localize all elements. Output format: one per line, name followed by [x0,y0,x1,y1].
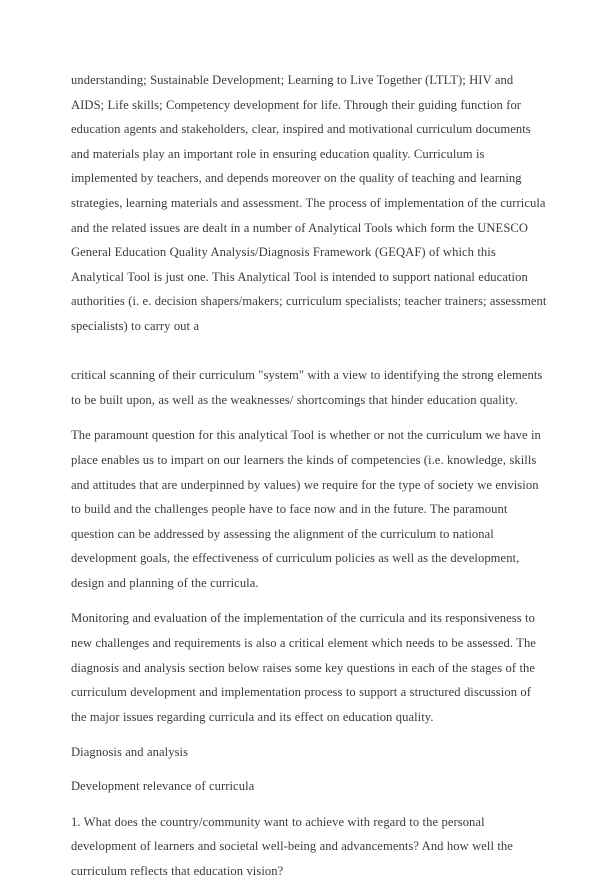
paragraph-critical-scanning: critical scanning of their curriculum "system" with a view to identifying the strong elements to be built upon, as well as the weaknesses/ shortcomings that hinder education quality. [71,368,543,407]
question-item-1: 1. What does the country/community want to achieve with regard to the personal development of learners and societal well-being and advancements? And how well the curriculum reflects that education vision? [71,814,513,878]
paragraph-monitoring-evaluation: Monitoring and evaluation of the implementation of the curricula and its responsiveness to new challenges and requirements is also a critical element which needs to be assessed. The diagnosis and analysis section below raises some key questions in each of the stages of the curriculum development and implementation process to support a structured discussion of the major issues regarding curricula and its effect on education quality. [71,611,536,724]
body-text-column [71,68,548,883]
heading-diagnosis-and-analysis: Diagnosis and analysis [71,745,189,760]
paragraph-paramount-question: The paramount question for this analytical Tool is whether or not the curriculum we have in place enables us to impart on our learners the kinds of competencies (i.e. knowledge, skills and attitudes that are underpinned by values) we require for the type of society we envision to build and the challenges people have to face now and in the future. The paramount question can be addressed by assessing the alignment of the curriculum to national development goals, the effectiveness of curriculum policies as well as the development, design and planning of the curricula. [71,428,541,590]
heading-development-relevance-of-curricula: Development relevance of curricula [71,779,255,794]
paragraph-continuation-competencies: understanding; Sustainable Development; Learning to Live Together (LTLT); HIV and AIDS; Life skills; Competency development for life. Through their guiding function for education agents and stakeholders, clear, inspired and motivational curriculum documents and materials play an important role in ensuring education quality. Curriculum is implemented by teachers, and depends moreover on the quality of teaching and learning strategies, learning materials and assessment. The process of implementation of the curricula and the related issues are dealt in a number of Analytical Tools which form the UNESCO General Education Quality Analysis/Diagnosis Framework (GEQAF) of which this Analytical Tool is just one. This Analytical Tool is intended to support national education authorities (i. e. decision shapers/makers; curriculum specialists; teacher trainers; assessment specialists) to carry out a [71,73,547,333]
